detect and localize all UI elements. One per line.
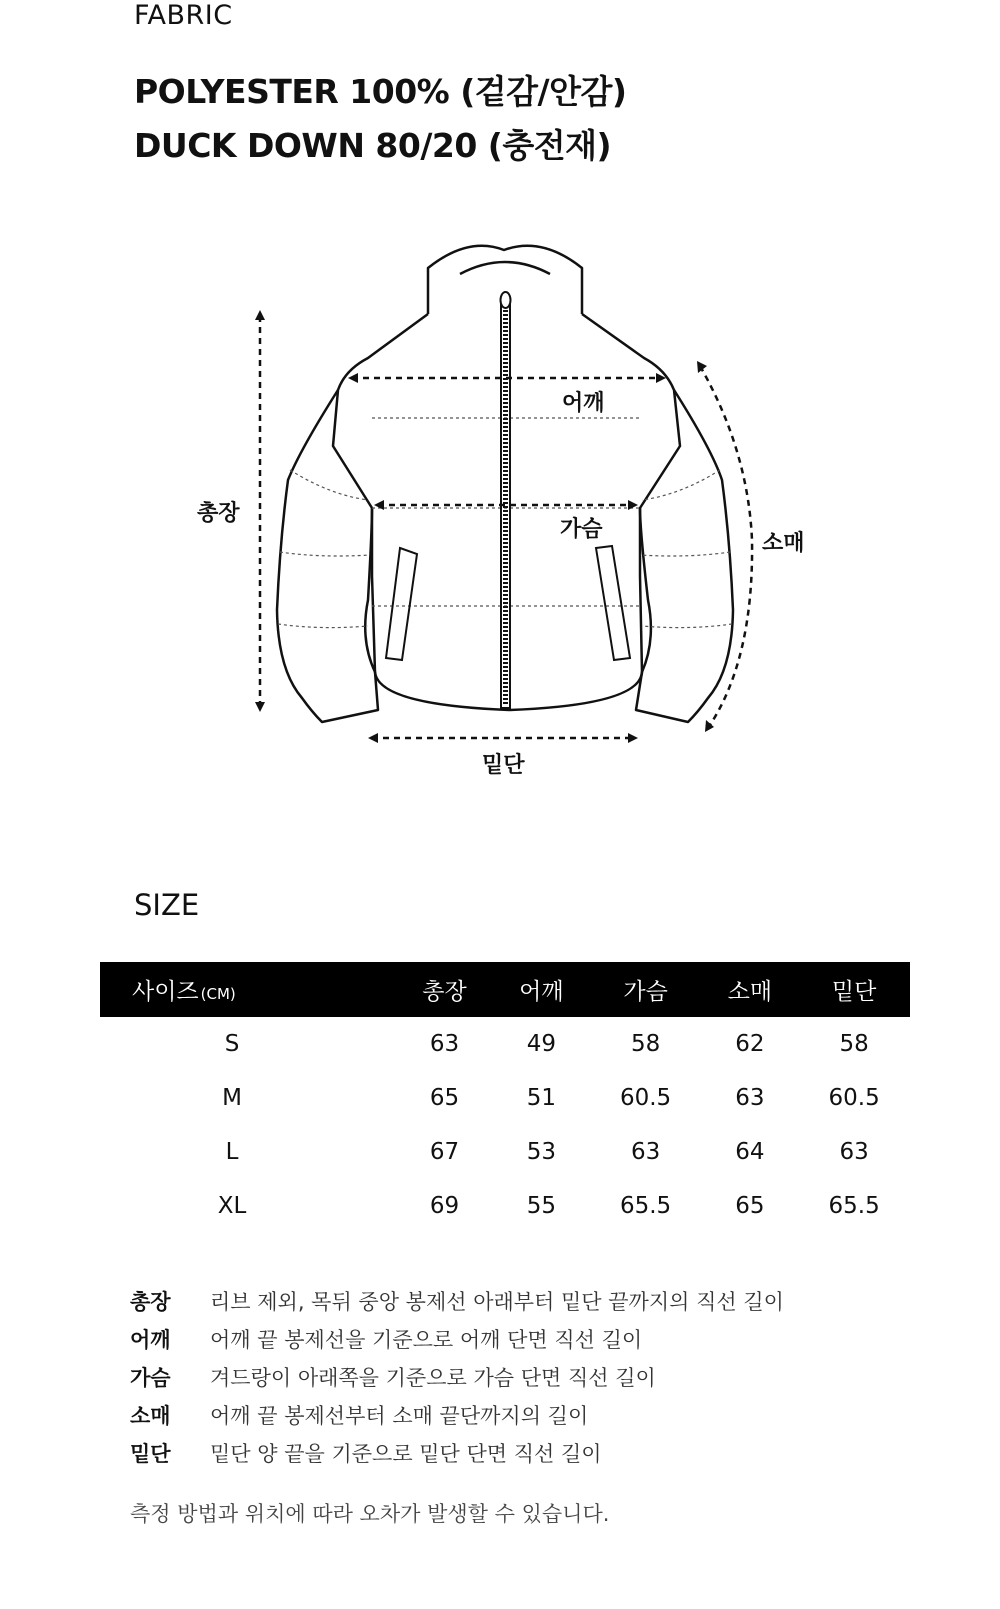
size-cell: L <box>225 1139 239 1165</box>
header-unit: (CM) <box>200 985 236 1003</box>
collar-inner <box>460 262 550 274</box>
quilt-line <box>280 552 370 556</box>
chest-cell: 60.5 <box>619 1085 672 1111</box>
length-cell: 69 <box>429 1193 460 1219</box>
length-cell: 63 <box>429 1031 460 1057</box>
sleeve-cell: 63 <box>735 1085 765 1111</box>
fabric-label: FABRIC <box>134 0 233 31</box>
table-row <box>100 1071 910 1125</box>
chest-label: 가슴 <box>560 517 603 542</box>
header-length: 총장 <box>396 962 493 1017</box>
length-cell: 65 <box>429 1085 460 1111</box>
chest-cell: 63 <box>630 1139 661 1165</box>
measurement-notes <box>130 1282 784 1472</box>
header-size <box>100 962 396 1017</box>
table-row <box>100 1017 910 1071</box>
note-hem <box>130 1434 784 1472</box>
length-label: 총장 <box>197 501 240 526</box>
hem-cell: 65.5 <box>828 1193 880 1219</box>
chest-cell: 58 <box>630 1031 661 1057</box>
right-pocket <box>596 546 630 660</box>
note-text: 어깨 끝 봉제선을 기준으로 어깨 단면 직선 길이 <box>210 1328 643 1352</box>
note-text: 밑단 양 끝을 기준으로 밑단 단면 직선 길이 <box>210 1442 602 1466</box>
sleeve-arrow <box>700 366 752 728</box>
hem-cell: 58 <box>839 1031 869 1057</box>
header-chest: 가슴 <box>590 962 702 1017</box>
zipper <box>501 292 511 708</box>
header-sleeve: 소매 <box>701 962 798 1017</box>
table-row <box>100 1125 910 1179</box>
note-length <box>130 1282 784 1320</box>
sleeve-label: 소매 <box>762 531 805 556</box>
header-size-text: 사이즈 <box>132 979 199 1005</box>
note-text: 리브 제외, 목뒤 중앙 봉제선 아래부터 밑단 끝까지의 직선 길이 <box>210 1290 784 1314</box>
size-cell: XL <box>217 1193 247 1219</box>
size-table <box>100 962 910 1233</box>
quilt-line <box>278 624 368 628</box>
note-key: 총장 <box>130 1290 171 1314</box>
size-table-header <box>100 962 910 1017</box>
note-text: 겨드랑이 아래쪽을 기준으로 가슴 단면 직선 길이 <box>210 1366 656 1390</box>
jacket-measurement-diagram <box>0 240 1000 820</box>
table-row <box>100 1179 910 1233</box>
length-cell: 67 <box>429 1139 460 1165</box>
quilt-line <box>642 624 732 628</box>
shoulder-cell: 49 <box>526 1031 556 1057</box>
measurement-disclaimer: 측정 방법과 위치에 따라 오차가 발생할 수 있습니다. <box>130 1502 610 1526</box>
note-sleeve <box>130 1396 784 1434</box>
note-chest <box>130 1358 784 1396</box>
header-hem: 밑단 <box>798 962 910 1017</box>
quilt-line <box>640 552 730 556</box>
fabric-filling: DUCK DOWN 80/20 (충전재) <box>134 126 612 165</box>
shoulder-cell: 53 <box>526 1139 556 1165</box>
left-sleeve <box>277 390 378 722</box>
chest-cell: 65.5 <box>619 1193 672 1219</box>
hem-cell: 60.5 <box>828 1085 880 1111</box>
jacket-illustration <box>0 240 1000 820</box>
size-cell: M <box>222 1085 242 1111</box>
note-text: 어깨 끝 봉제선부터 소매 끝단까지의 길이 <box>210 1404 589 1428</box>
sleeve-cell: 62 <box>735 1031 765 1057</box>
hem-cell: 63 <box>839 1139 869 1165</box>
note-shoulder <box>130 1320 784 1358</box>
note-key: 어깨 <box>130 1328 171 1352</box>
note-key: 밑단 <box>130 1442 171 1466</box>
shoulder-cell: 55 <box>526 1193 556 1219</box>
header-shoulder: 어깨 <box>493 962 590 1017</box>
sleeve-cell: 64 <box>735 1139 765 1165</box>
fabric-shell-lining: POLYESTER 100% (겉감/안감) <box>134 72 627 111</box>
shoulder-label: 어깨 <box>562 391 605 416</box>
size-cell: S <box>224 1031 240 1057</box>
note-key: 가슴 <box>130 1366 171 1390</box>
sleeve-cell: 65 <box>735 1193 765 1219</box>
note-key: 소매 <box>130 1404 171 1428</box>
shoulder-cell: 51 <box>526 1085 556 1111</box>
hem-label: 밑단 <box>482 753 525 778</box>
left-pocket <box>386 548 417 660</box>
size-section-title: SIZE <box>134 888 200 922</box>
